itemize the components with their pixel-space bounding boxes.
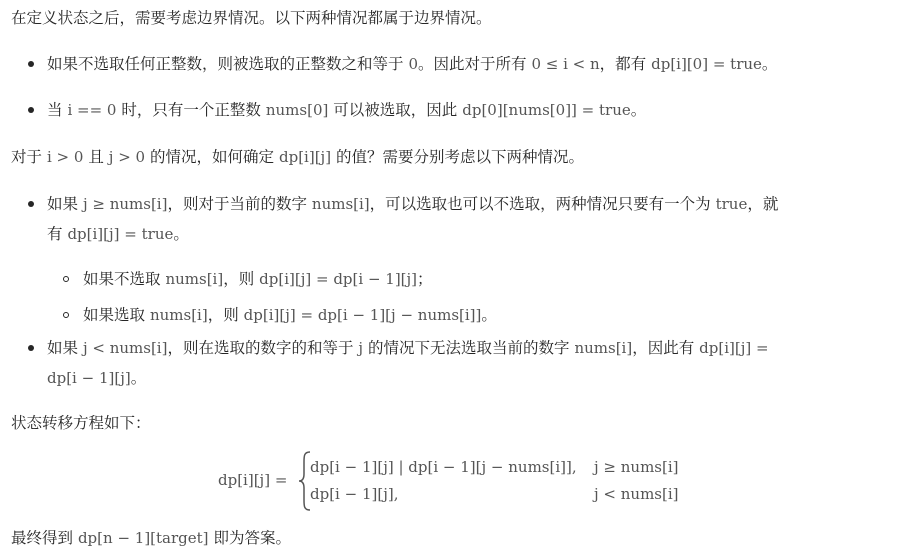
math-inline: 0 xyxy=(408,55,418,73)
math-inline: i == 0 xyxy=(67,101,117,119)
math-inline: nums[i] xyxy=(574,339,633,357)
text-span: 。 xyxy=(630,101,647,119)
text-span: 当 xyxy=(47,101,63,119)
text-span: 。 xyxy=(130,369,147,387)
text-span: 。因此对于所有 xyxy=(418,55,527,73)
math-inline: j ≥ nums[i] xyxy=(82,195,168,213)
math-inline: dp[i − 1][j] xyxy=(47,369,131,387)
math-inline: dp[i][j] xyxy=(279,148,332,166)
text-span: ，就 xyxy=(747,195,779,213)
text-span: ，则 xyxy=(207,306,239,324)
final-text xyxy=(11,527,291,549)
text-span: 如果不选取 xyxy=(83,270,161,288)
math-inline: dp[i][j] = dp[i − 1][j] xyxy=(259,270,418,288)
math-inline: nums[i] xyxy=(165,270,224,288)
text-span: ，则 xyxy=(223,270,255,288)
math-inline: dp[n − 1][target] xyxy=(77,529,209,547)
text-span: 的情况下无法选取当前的数字 xyxy=(368,339,570,357)
math-inline: dp[i][j] = dp[i − 1][j − nums[i]] xyxy=(243,306,482,324)
case1-sub1 xyxy=(83,268,433,290)
text-span: 最终得到 xyxy=(11,529,74,547)
bullet-marker xyxy=(28,201,34,207)
case1-sub2 xyxy=(83,304,497,326)
math-inline: dp[i][0] = true xyxy=(651,55,762,73)
formula-row-1: dp[i − 1][j] | dp[i − 1][j − nums[i]], xyxy=(310,458,577,476)
formula-lhs: dp[i][j] = xyxy=(218,471,288,489)
text-span: ，因此有 xyxy=(632,339,695,357)
formula-cond-2: j < nums[i] xyxy=(594,485,679,503)
bullet-marker xyxy=(28,61,34,67)
text-span: 。 xyxy=(173,225,189,243)
question-text xyxy=(11,146,584,168)
text-span: 。 xyxy=(481,306,497,324)
math-inline: true xyxy=(715,195,748,213)
boundary-item-2 xyxy=(47,99,646,121)
math-inline: dp[i][j] = true xyxy=(67,225,174,243)
text-span: 对于 xyxy=(11,148,43,166)
intro-text: 在定义状态之后，需要考虑边界情况。以下两种情况都属于边界情况。 xyxy=(11,9,492,27)
case2-line1 xyxy=(47,337,769,359)
text-span: ，则在选取的数字的和等于 xyxy=(167,339,354,357)
case2-line2 xyxy=(47,367,146,389)
math-inline: 0 ≤ i < n xyxy=(531,55,600,73)
formula-cond-1: j ≥ nums[i] xyxy=(594,458,679,476)
text-span: 有 xyxy=(47,225,63,243)
transition-formula xyxy=(218,450,698,512)
text-span: ，可以选取也可以不选取，两种情况只要有一个为 xyxy=(369,195,711,213)
sub-bullet-marker xyxy=(63,312,69,318)
text-span: 的值？需要分别考虑以下两种情况。 xyxy=(336,148,585,166)
case1-line1 xyxy=(47,193,778,215)
math-inline: nums[i] xyxy=(311,195,370,213)
text-span: 如果不选取任何正整数，则被选取的正整数之和等于 xyxy=(47,55,404,73)
bullet-marker xyxy=(28,107,34,113)
math-inline: nums[i] xyxy=(149,306,208,324)
text-span: 的情况，如何确定 xyxy=(150,148,275,166)
sub-bullet-marker xyxy=(63,276,69,282)
math-inline: i > 0 xyxy=(46,148,84,166)
text-span: 可以被选取，因此 xyxy=(333,101,458,119)
math-inline: j > 0 xyxy=(108,148,146,166)
text-span: 如果选取 xyxy=(83,306,146,324)
text-span: 即为答案。 xyxy=(213,529,291,547)
text-span: 如果 xyxy=(47,195,79,213)
math-inline: dp[i][j] = xyxy=(699,339,769,357)
text-span: 如果 xyxy=(47,339,79,357)
transition-heading: 状态转移方程如下： xyxy=(11,414,151,432)
text-span: ，则对于当前的数字 xyxy=(167,195,307,213)
text-span: 且 xyxy=(88,148,104,166)
math-inline: j < nums[i] xyxy=(82,339,168,357)
boundary-item-1 xyxy=(47,53,777,75)
math-inline: dp[0][nums[0]] = true xyxy=(462,101,631,119)
formula-row-2: dp[i − 1][j], xyxy=(310,485,399,503)
case1-line2 xyxy=(47,223,189,245)
bullet-marker xyxy=(28,345,34,351)
text-span: 时，只有一个正整数 xyxy=(121,101,261,119)
math-inline: j xyxy=(358,339,364,357)
text-span: 。 xyxy=(761,55,778,73)
text-span: ； xyxy=(417,270,433,288)
math-inline: nums[0] xyxy=(265,101,329,119)
text-span: ，都有 xyxy=(599,55,647,73)
